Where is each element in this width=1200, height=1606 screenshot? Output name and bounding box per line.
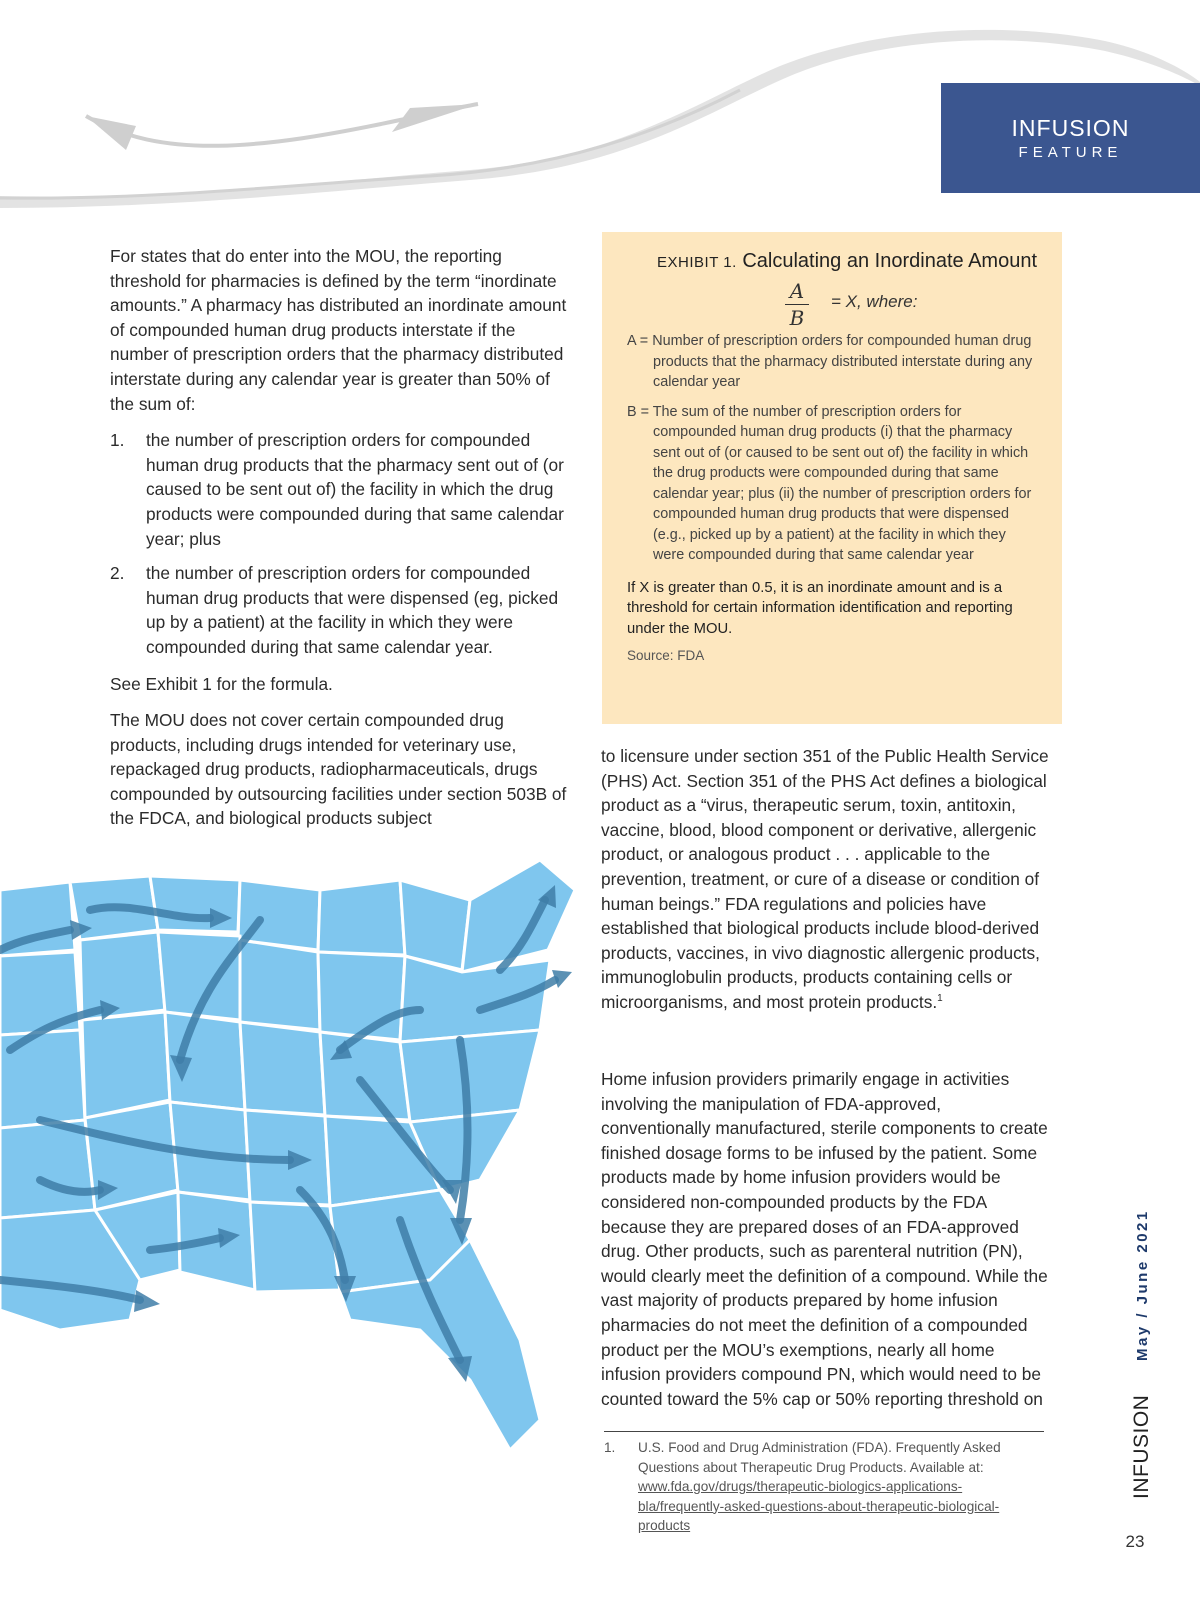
see-exhibit-note: See Exhibit 1 for the formula.: [110, 673, 333, 694]
home-infusion-text: Home infusion providers primarily engage in activities involving the manipulation of FDA-approved, conventionally manufactured, sterile components to create finished dosage forms to be infused by the patient. Some products made by home infusion providers would be considered non-compounded products by the FDA because they are prepared doses of an FDA-approved drug. Other products, such as parenteral nutrition (PN), would clearly meet the definition of a compound. While the vast majority of products prepared by home infusion pharmacies do not meet the definition of a compounded product per the MOU’s exemptions, nearly all home infusion providers compound PN, which would need to be counted toward the 5% cap or 50% reporting threshold on: [601, 1069, 1048, 1409]
exhibit-label: EXHIBIT 1.: [657, 254, 737, 271]
badge-section-label: FEATURE: [1018, 144, 1123, 161]
list-item-text: the number of prescription orders for compounded human drug products that were dispensed (eg, picked up by a patient) at the facility in which they were compounded during that same calendar year.: [146, 563, 559, 657]
definition-a: A = Number of prescription orders for compounded human drug products that the pharmacy distributed interstate during any calendar year: [627, 333, 1033, 390]
intro-paragraph: For states that do enter into the MOU, the reporting threshold for pharmacies is defined by the term “inordinate amounts.” A pharmacy has distributed an inordinate amount of compounded human drug products interstate if the number of prescription orders that the pharmacy distributed interstate during any calendar year is greater than 50% of the sum of:: [110, 246, 567, 414]
definition-b: B = The sum of the number of prescription orders for compounded human drug products (i) that the pharmacy sent out of (or caused to be sent out of) the facility in which the drug products were compounded during that same calendar year; plus (ii) the number of prescription orders for compounded human drug products that were dispensed (e.g., picked up by a patient) at the facility in which they were compounded during that same calendar year: [627, 403, 1032, 563]
list-item: [110, 428, 570, 551]
list-item-text: the number of prescription orders for compounded human drug products that the pharmacy sent out of (or caused to be sent out of) the facility in which the drug products were compounded during that same calendar year; plus: [146, 430, 564, 549]
exhibit-source: Source: FDA: [627, 648, 705, 663]
threshold-list: [110, 428, 570, 659]
formula: [627, 279, 1037, 331]
exhibit-title: [627, 250, 1037, 273]
mou-paragraph: The MOU does not cover certain compounded drug products, including drugs intended for veterinary use, repackaged drug products, radiopharmaceuticals, drugs compounded by outsourcing facilities under section 503B of the FDCA, and biological products subject: [110, 710, 567, 829]
footnote-text: U.S. Food and Drug Administration (FDA). Frequently Asked Questions about Therapeutic Drug Products. Available at:: [638, 1440, 1001, 1475]
issue-date: May / June 2021: [1134, 1209, 1151, 1361]
footnote: [604, 1438, 1044, 1536]
footnote-divider: [604, 1431, 1044, 1432]
exhibit-conclusion: If X is greater than 0.5, it is an inordinate amount and is a threshold for certain information identification and reporting under the MOU.: [627, 579, 1013, 637]
exhibit-box: [602, 232, 1062, 724]
footnote-number: 1.: [604, 1440, 616, 1455]
badge-brand: INFUSION: [1011, 115, 1130, 141]
right-paragraph-2: [601, 1067, 1053, 1411]
fraction-bar: [785, 304, 809, 305]
formula-fraction: [785, 279, 809, 330]
footnote-reference[interactable]: 1: [937, 993, 943, 1005]
vertical-sidebar: [1116, 1200, 1172, 1500]
biological-products-text: to licensure under section 351 of the Public Health Service (PHS) Act. Section 351 of the PHS Act defines a biological product as a “virus, therapeutic serum, toxin, antitoxin, vaccine, blood, blood component or derivative, allergenic product, or analogous product . . . applicable to the prevention, treatment, or cure of a disease or condition of human beings.” FDA regulations and policies have established that biological products include blood-derived products, vaccines, in vivo diagnostic allergenic products, immunoglobulin products, products containing cells or microorganisms, and most protein products.: [601, 746, 1049, 1012]
exhibit-title-text: Calculating an Inordinate Amount: [742, 250, 1037, 272]
left-column: [110, 244, 570, 843]
formula-equals: = X, where:: [831, 292, 918, 311]
us-map-illustration: [0, 860, 600, 1510]
map-states: [0, 860, 575, 1450]
right-paragraph-1: [601, 744, 1053, 1015]
list-item-number: 1.: [110, 430, 125, 451]
footnote-link[interactable]: www.fda.gov/drugs/therapeutic-biologics-applications-bla/frequently-asked-questions-about-therapeutic-biological-products: [638, 1479, 1000, 1533]
list-item-number: 2.: [110, 563, 125, 584]
formula-numerator: A: [789, 279, 805, 303]
list-item: [110, 561, 570, 659]
infusion-feature-badge: [941, 83, 1200, 193]
formula-denominator: B: [789, 306, 805, 330]
page-number: 23: [1125, 1532, 1145, 1551]
sidebar-brand: INFUSION: [1130, 1394, 1153, 1500]
